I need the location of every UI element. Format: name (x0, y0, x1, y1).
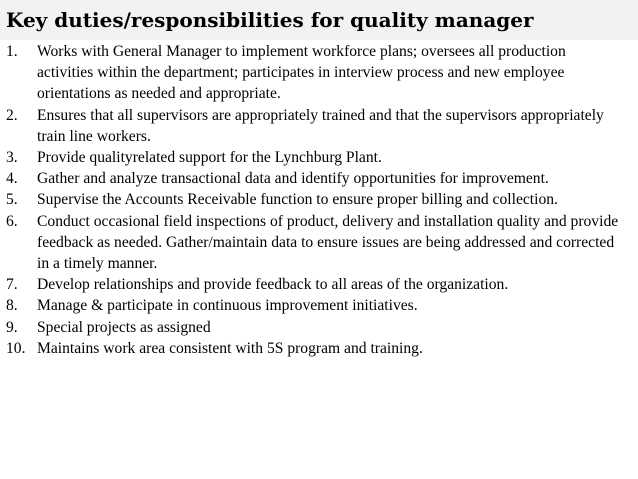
duties-list (0, 41, 620, 359)
item-text: Gather and analyze transactional data and identify opportunities for improvement. (37, 170, 549, 188)
item-number: 3. (6, 149, 18, 167)
item-text: Works with General Manager to implement workforce plans; oversees all production activities within the department; participates in interview process and new employee orientations as needed and appropriate. (37, 43, 566, 103)
item-text: Special projects as assigned (37, 318, 211, 336)
list-item (0, 317, 620, 338)
list-item (0, 211, 620, 275)
item-text: Maintains work area consistent with 5S program and training. (37, 339, 423, 357)
page-title: Key duties/responsibilities for quality manager (6, 8, 534, 32)
item-text: Supervise the Accounts Receivable function to ensure proper billing and collection. (37, 191, 558, 209)
list-item (0, 41, 620, 105)
list-item (0, 105, 620, 147)
item-text: Manage & participate in continuous improvement initiatives. (37, 297, 418, 315)
item-number: 1. (6, 43, 18, 60)
item-number: 7. (6, 276, 18, 294)
item-number: 6. (6, 212, 18, 230)
item-number: 8. (6, 297, 18, 315)
item-text: Develop relationships and provide feedback to all areas of the organization. (37, 276, 509, 294)
item-number: 5. (6, 191, 18, 209)
item-number: 10. (6, 339, 26, 357)
item-number: 9. (6, 318, 18, 336)
item-number: 2. (6, 106, 18, 124)
item-text: Ensures that all supervisors are appropriately trained and that the supervisors appropriately train line workers. (37, 106, 604, 145)
list-item (0, 168, 620, 189)
item-number: 4. (6, 170, 18, 188)
list-item (0, 189, 620, 210)
list-item (0, 274, 620, 295)
item-text: Conduct occasional field inspections of product, delivery and installation quality and provide feedback as needed. Gather/maintain data to ensure issues are being addressed and corrected in a timely manner. (37, 212, 619, 273)
list-item (0, 295, 620, 316)
list-item (0, 147, 620, 168)
list-item (0, 338, 620, 359)
item-text: Provide qualityrelated support for the Lynchburg Plant. (37, 149, 382, 167)
title-bar (0, 0, 638, 40)
